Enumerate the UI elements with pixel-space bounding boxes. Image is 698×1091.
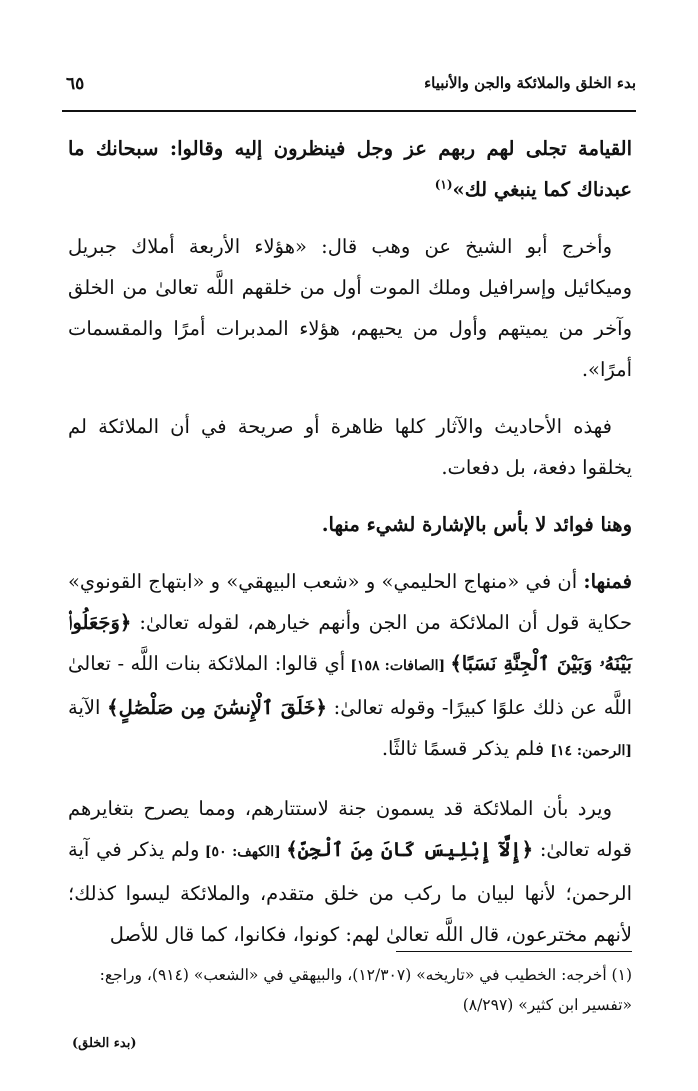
paragraph-2-text: وأخرج أبو الشيخ عن وهب قال: «هؤلاء الأربعة أملاك جبريل وميكائيل وإسرافيل وملك الموت أول من خلقهم اللَّه تعالىٰ من الخلق وآخر من يميتهم وأول من يحيهم، هؤلاء المدبرات أمرًا والمقسمات أمرًا». (68, 235, 632, 381)
book-signature-tag: (بدء الخلق) (72, 1036, 137, 1051)
paragraph-1-text: القيامة تجلى لهم ربهم عز وجل فينظرون إليه وقالوا: سبحانك ما عبدناك كما ينبغي لك» (68, 137, 632, 201)
main-text (68, 128, 632, 971)
paragraph-5-text-2: أي قالوا: الملائكة بنات اللَّه - تعالىٰ اللَّه عن ذلك علوًا كبيرًا- وقوله تعالىٰ: (68, 652, 632, 719)
paragraph-5 (68, 561, 632, 772)
paragraph-3 (68, 406, 632, 488)
paragraph-1 (68, 128, 632, 210)
footnote-text: (١) أخرجه: الخطيب في «تاريخه» (١٢/٣٠٧)، والبيهقي في «الشعب» (٩١٤)، وراجع: «تفسير ابن كثير» (٨/٢٩٧) (99, 966, 632, 1014)
verse-ref-2: [الرحمن: ١٤] (550, 743, 632, 759)
quran-verse-2: ﴿خَلَقَ ٱلْإِنسَٰنَ مِن صَلْصَٰلٍ﴾ (107, 696, 327, 719)
section-heading (68, 504, 632, 545)
paragraph-6-text-2: ولم يذكر في آية الرحمن؛ لأنها لبيان ما ركب من خلق متقدم، والملائكة ليسوا كذلك؛ لأنهم مخترعون، قال اللَّه تعالىٰ لهم: كونوا، فكانوا، كما قال للأصل (68, 838, 632, 946)
verse-ref-1: [الصافات: ١٥٨] (345, 658, 451, 674)
quran-verse-3: ﴿إِلَّآ إِبْلِيسَ كَانَ مِنَ ٱلْجِنِّ﴾ (286, 838, 534, 861)
paragraph-5-text-1: أن في «منهاج الحليمي» و «شعب البيهقي» و «ابتهاج القونوي» حكاية قول أن الملائكة من الجن وأنهم خيارهم، لقوله تعالىٰ: (68, 570, 632, 634)
footnote-marker: (١) (434, 177, 453, 192)
paragraph-2 (68, 226, 632, 390)
verse-ref-3: [الكهف: ٥٠] (199, 844, 287, 860)
paragraph-6 (68, 788, 632, 955)
paragraph-3-text: فهذه الأحاديث والآثار كلها ظاهرة أو صريحة في أن الملائكة لم يخلقوا دفعة، بل دفعات. (68, 415, 632, 479)
page-number: ٦٥ (66, 74, 85, 94)
section-heading-text: وهنا فوائد لا بأس بالإشارة لشيء منها. (321, 513, 632, 536)
header-rule (62, 110, 636, 112)
paragraph-5-label: فمنها: (583, 570, 632, 593)
running-header (66, 74, 636, 98)
paragraph-5-text-4: فلم يذكر قسمًا ثالثًا. (381, 737, 551, 760)
footnote (68, 960, 632, 1020)
quran-verse-1: ﴿وَجَعَلُوا۟ بَيْنَهُۥ وَبَيْنَ ٱلْجِنَّةِ نَسَبًا﴾ (68, 611, 632, 675)
paragraph-6-text-1: ويرد بأن الملائكة قد يسمون جنة لاستتارهم، ومما يصرح بتغايرهم قوله تعالىٰ: (68, 797, 633, 861)
footnote-rule (396, 951, 632, 952)
paragraph-5-text-3: الآية (68, 696, 108, 719)
running-title: بدء الخلق والملائكة والجن والأنبياء (424, 74, 636, 92)
